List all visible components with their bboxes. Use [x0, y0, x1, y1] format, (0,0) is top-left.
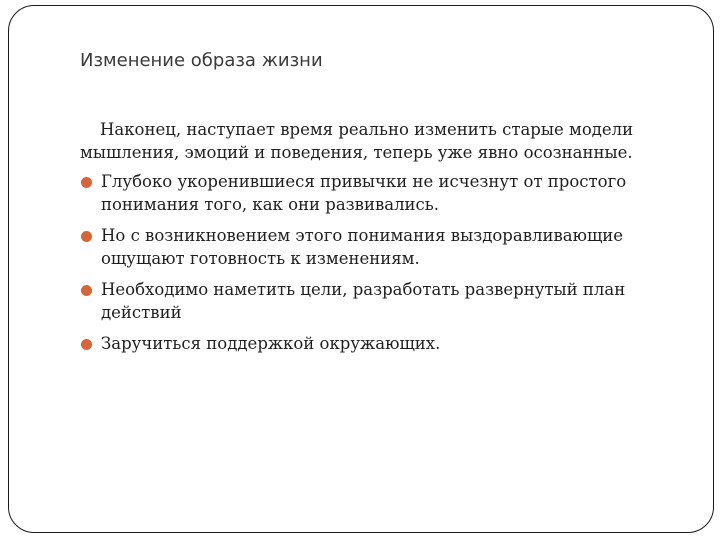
bullet-list	[80, 170, 670, 355]
bullet-text: Заручиться поддержкой окружающих.	[101, 334, 441, 353]
circle-bullet-icon	[81, 231, 92, 242]
bullet-item	[80, 170, 670, 216]
bullet-item	[80, 278, 670, 324]
circle-bullet-icon	[81, 177, 92, 188]
slide-body	[80, 118, 670, 363]
bullet-text: Необходимо наметить цели, разработать развернутый план действий	[101, 280, 626, 322]
bullet-text: Глубоко укоренившиеся привычки не исчезнут от простого понимания того, как они развивались.	[101, 172, 627, 214]
circle-bullet-icon	[81, 339, 92, 350]
bullet-item	[80, 332, 670, 355]
intro-paragraph: Наконец, наступает время реально изменить старые модели мышления, эмоций и поведения, теперь уже явно осознанные.	[80, 120, 634, 162]
slide-title: Изменение образа жизни	[80, 50, 323, 71]
bullet-text: Но с возникновением этого понимания выздоравливающие ощущают готовность к изменениям.	[101, 226, 624, 268]
bullet-item	[80, 224, 670, 270]
circle-bullet-icon	[81, 285, 92, 296]
